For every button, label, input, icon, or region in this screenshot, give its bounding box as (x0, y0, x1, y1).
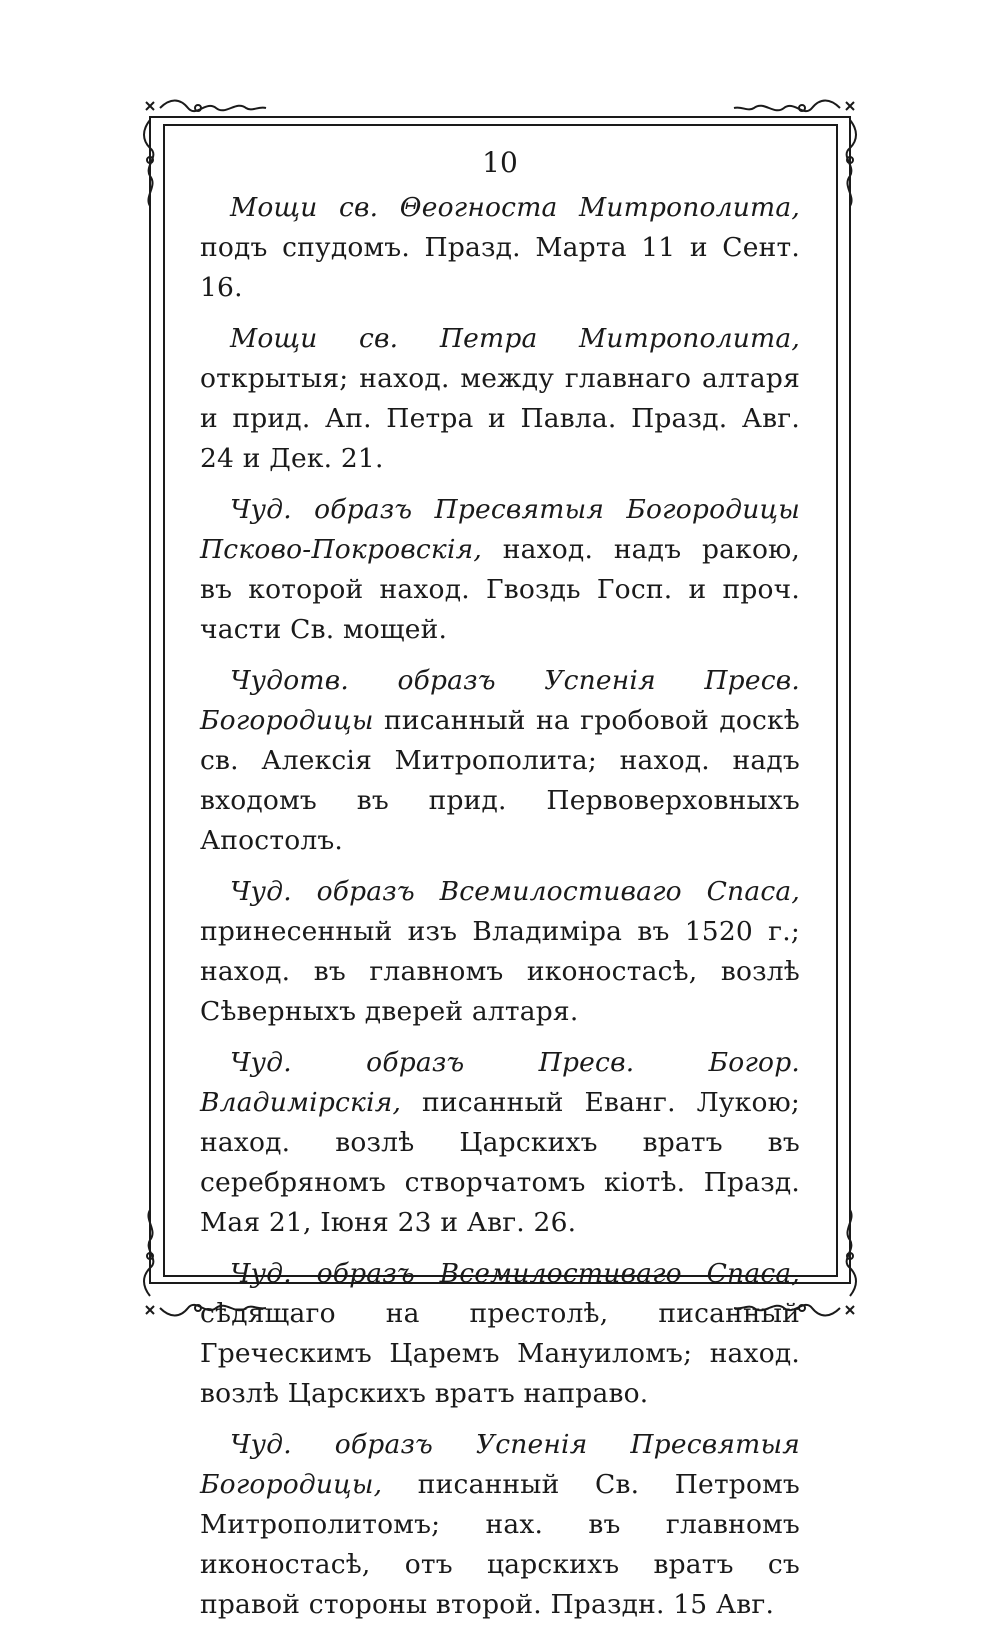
entry-text: подъ спудомъ. Празд. Марта 11 и Сент. 16. (200, 232, 800, 303)
entry-lead: Чуд. образъ Пресв. Богор. Владимірскія, (200, 1047, 800, 1118)
entry-lead: Чудотв. образъ Успенія Пресв. Богородицы (200, 665, 800, 736)
entry-lead: Мощи св. Θеогноста Митрополита, (230, 192, 800, 223)
entry-icon-all-merciful-savior-vladimir (200, 872, 800, 1032)
entry-lead: Мощи св. Петра Митрополита, (230, 323, 800, 354)
entry-relics-theognostus (200, 188, 800, 308)
entry-relics-peter (200, 319, 800, 479)
entry-text: сѣдящаго на престолѣ, писанный Греческимъ Царемъ Мануиломъ; наход. возлѣ Царскихъ вратъ направо. (200, 1298, 800, 1409)
entry-icon-dormition-alexius (200, 661, 800, 861)
page-content (200, 140, 800, 1636)
entry-text: писанный на гробовой доскѣ св. Алексія Митрополита; наход. надъ входомъ въ прид. Первоверховныхъ Апостолъ. (200, 705, 800, 856)
entry-text: открытыя; наход. между главнаго алтаря и прид. Ап. Петра и Павла. Празд. Авг. 24 и Дек. 21. (200, 363, 800, 474)
entry-text: писанный Св. Петромъ Митрополитомъ; нах. въ главномъ иконостасѣ, отъ царскихъ вратъ съ правой стороны вторoй. Праздн. 15 Авг. (200, 1469, 800, 1620)
entry-icon-pskovo-pokrovskaya (200, 490, 800, 650)
entry-lead: Чуд. образъ Успенія Пресвятыя Богородицы, (200, 1429, 800, 1500)
entry-lead: Чуд. образъ Всемилостиваго Спаса, (230, 876, 800, 907)
entry-lead: Чуд. образъ Всемилостиваго Спаса, (230, 1258, 800, 1289)
entry-icon-savior-enthroned (200, 1254, 800, 1414)
page-number: 10 (482, 146, 518, 179)
entry-text: наход. надъ ракою, въ которой наход. Гвоздь Госп. и проч. части Св. мощей. (200, 534, 800, 645)
entry-lead: Чуд. образъ Пресвятыя Богородицы Псково-Покровскія, (200, 494, 800, 565)
entry-text: принесенный изъ Владиміра въ 1520 г.; наход. въ главномъ иконостасѣ, возлѣ Сѣверныхъ дверей алтаря. (200, 916, 800, 1027)
entry-text: писанный Еванг. Лукою; наход. возлѣ Царскихъ вратъ въ серебряномъ створчатомъ кіотѣ. Празд. Мая 21, Іюня 23 и Авг. 26. (200, 1087, 800, 1238)
entry-icon-dormition-peter (200, 1425, 800, 1625)
entry-icon-vladimirskaya (200, 1043, 800, 1243)
